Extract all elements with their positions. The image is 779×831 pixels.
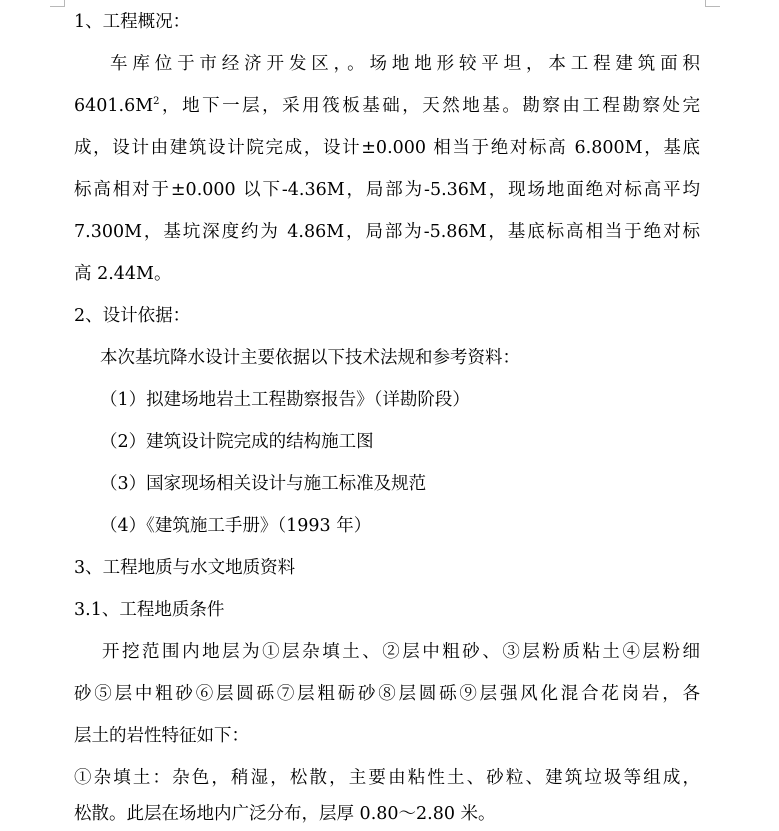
section-3-heading: 3、工程地质与水文地质资料 (74, 558, 296, 578)
overview-line-2 (74, 94, 700, 118)
strata-line-1: 开挖范围内地层为①层杂填土、②层中粗砂、③层粉质粘土④层粉细 (102, 642, 700, 662)
overview-line-2-rest: ，地下一层，采用筏板基础，天然地基。勘察由工程勘察处完 (159, 96, 700, 116)
area-unit-superscript: 2 (153, 96, 160, 107)
basis-item-1: （1）拟建场地岩土工程勘察报告》（详勘阶段） (100, 390, 470, 410)
basis-item-2: （2）建筑设计院完成的结构施工图 (100, 432, 374, 452)
section-2-heading: 2、设计依据： (74, 306, 191, 326)
margin-corner-mark-left (50, 0, 65, 7)
section-1-heading: 1、工程概况： (74, 12, 191, 32)
overview-line-1: 车库位于市经济开发区，。场地地形较平坦，本工程建筑面积 (110, 54, 700, 74)
overview-line-6: 高 2.44M。 (74, 264, 172, 284)
section-3-1-heading: 3.1、工程地质条件 (74, 600, 225, 620)
overview-line-3: 成，设计由建筑设计院完成，设计±0.000 相当于绝对标高 6.800M，基底 (74, 138, 700, 158)
overview-line-5: 7.300M，基坑深度约为 4.86M，局部为-5.86M，基底标高相当于绝对标 (74, 222, 700, 242)
strata-line-2: 砂⑤层中粗砂⑥层圆砾⑦层粗砺砂⑧层圆砾⑨层强风化混合花岗岩，各 (74, 684, 700, 704)
basis-intro: 本次基坑降水设计主要依据以下技术法规和参考资料： (100, 348, 520, 368)
basis-item-3: （3）国家现场相关设计与施工标准及规范 (100, 474, 427, 494)
strata-line-3: 层土的岩性特征如下： (74, 726, 249, 746)
area-value: 6401.6M (74, 96, 154, 116)
basis-item-4: （4）《建筑施工手册》（1993 年） (100, 516, 372, 536)
overview-line-4: 标高相对于±0.000 以下-4.36M，局部为-5.36M，现场地面绝对标高平均 (74, 180, 700, 200)
fill-soil-line-2: 松散。此层在场地内广泛分布，层厚 0.80～2.80 米。 (74, 804, 496, 824)
margin-corner-mark-right (705, 0, 720, 7)
fill-soil-line-1: ①杂填土：杂色，稍湿，松散，主要由粘性土、砂粒、建筑垃圾等组成， (74, 768, 700, 788)
